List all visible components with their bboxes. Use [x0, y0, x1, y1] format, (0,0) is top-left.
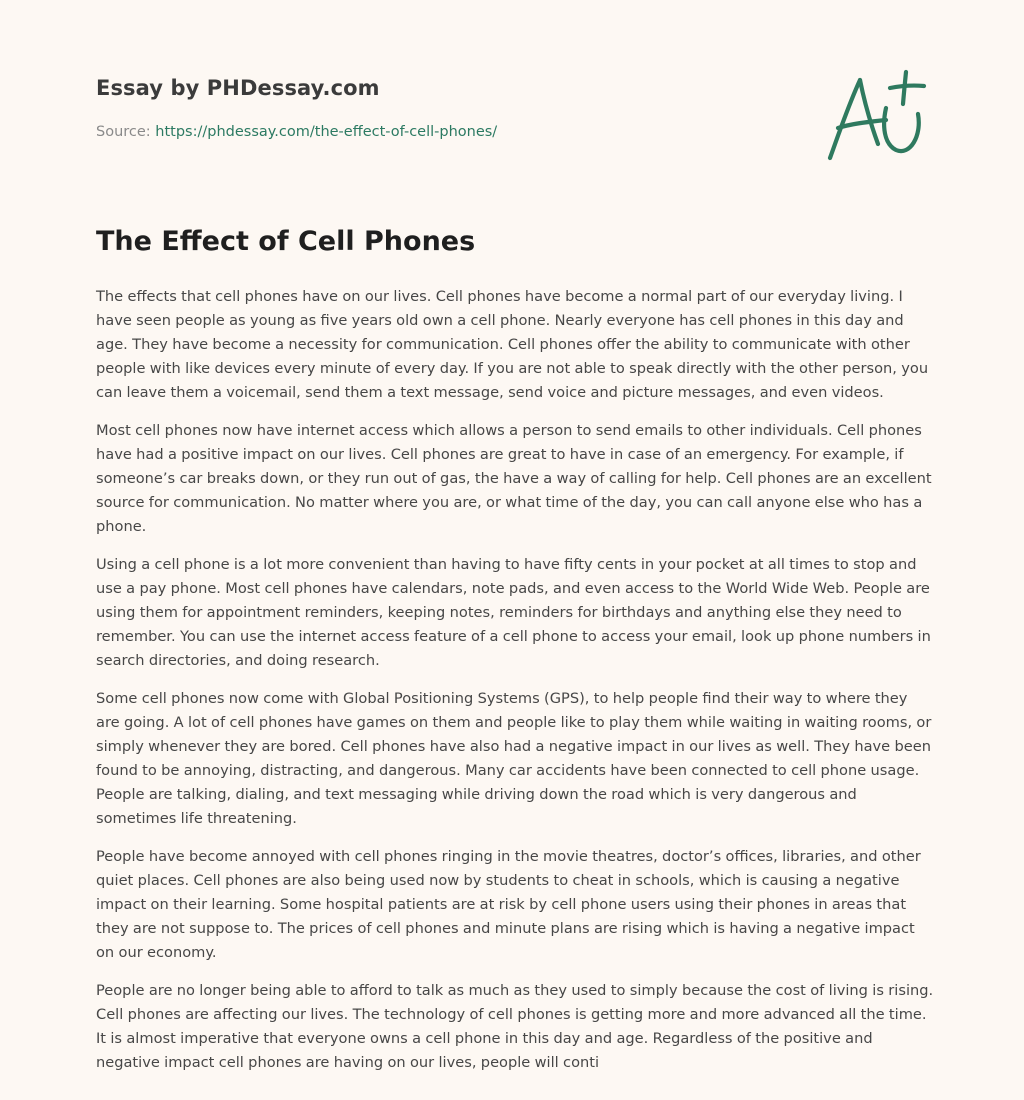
source-label: Source:	[96, 124, 151, 140]
source-link[interactable]: https://phdessay.com/the-effect-of-cell-phones/	[155, 124, 498, 140]
essay-title: The Effect of Cell Phones	[96, 226, 476, 257]
essay-paragraph: Most cell phones now have internet access which allows a person to send emails to other individuals. Cell phones have had a positive impact on our lives. Cell phones are great to have in case of an emergency. For example, if someone’s car breaks down, or they run out of gas, the have a way of calling for help. Cell phones are an excellent source for communication. No matter where you are, or what time of the day, you can call anyone else who has a phone.	[96, 422, 932, 535]
essay-body	[96, 285, 934, 1089]
essay-paragraph: Some cell phones now come with Global Positioning Systems (GPS), to help people find their way to where they are going. A lot of cell phones have games on them and people like to play them while waiting in waiting rooms, or simply whenever they are bored. Cell phones have also had a negative impact in our lives as well. They have been found to be annoying, distracting, and dangerous. Many car accidents have been connected to cell phone usage. People are talking, dialing, and text messaging while driving down the road which is very dangerous and sometimes life threatening.	[96, 690, 932, 827]
essay-paragraph: Using a cell phone is a lot more convenient than having to have fifty cents in your pocket at all times to stop and use a pay phone. Most cell phones have calendars, note pads, and even access to the World Wide Web. People are using them for appointment reminders, keeping notes, reminders for birthdays and anything else they need to remember. You can use the internet access feature of a cell phone to access your email, look up phone numbers in search directories, and doing research.	[96, 556, 931, 669]
essay-paragraph: The effects that cell phones have on our lives. Cell phones have become a normal part of our everyday living. I have seen people as young as five years old own a cell phone. Nearly everyone has cell phones in this day and age. They have become a necessity for communication. Cell phones offer the ability to communicate with other people with like devices every minute of every day. If you are not able to speak directly with the other person, you can leave them a voicemail, send them a text message, send voice and picture messages, and even videos.	[96, 288, 929, 401]
essay-paragraph: People are no longer being able to afford to talk as much as they used to simply because the cost of living is rising. Cell phones are affecting our lives. The technology of cell phones is getting more and more advanced all the time. It is almost imperative that everyone owns a cell phone in this day and age. Regardless of the positive and negative impact cell phones are having on our lives, people will conti	[96, 982, 934, 1071]
brand-title: Essay by PHDessay.com	[96, 76, 380, 100]
essay-paragraph: People have become annoyed with cell phones ringing in the movie theatres, doctor’s offices, libraries, and other quiet places. Cell phones are also being used now by students to cheat in schools, which is causing a negative impact on their learning. Some hospital patients are at risk by cell phone users using their phones in areas that they are not suppose to. The prices of cell phones and minute plans are rising which is having a negative impact on our economy.	[96, 848, 921, 961]
a-plus-logo-icon	[820, 66, 930, 166]
source-line	[96, 124, 497, 140]
